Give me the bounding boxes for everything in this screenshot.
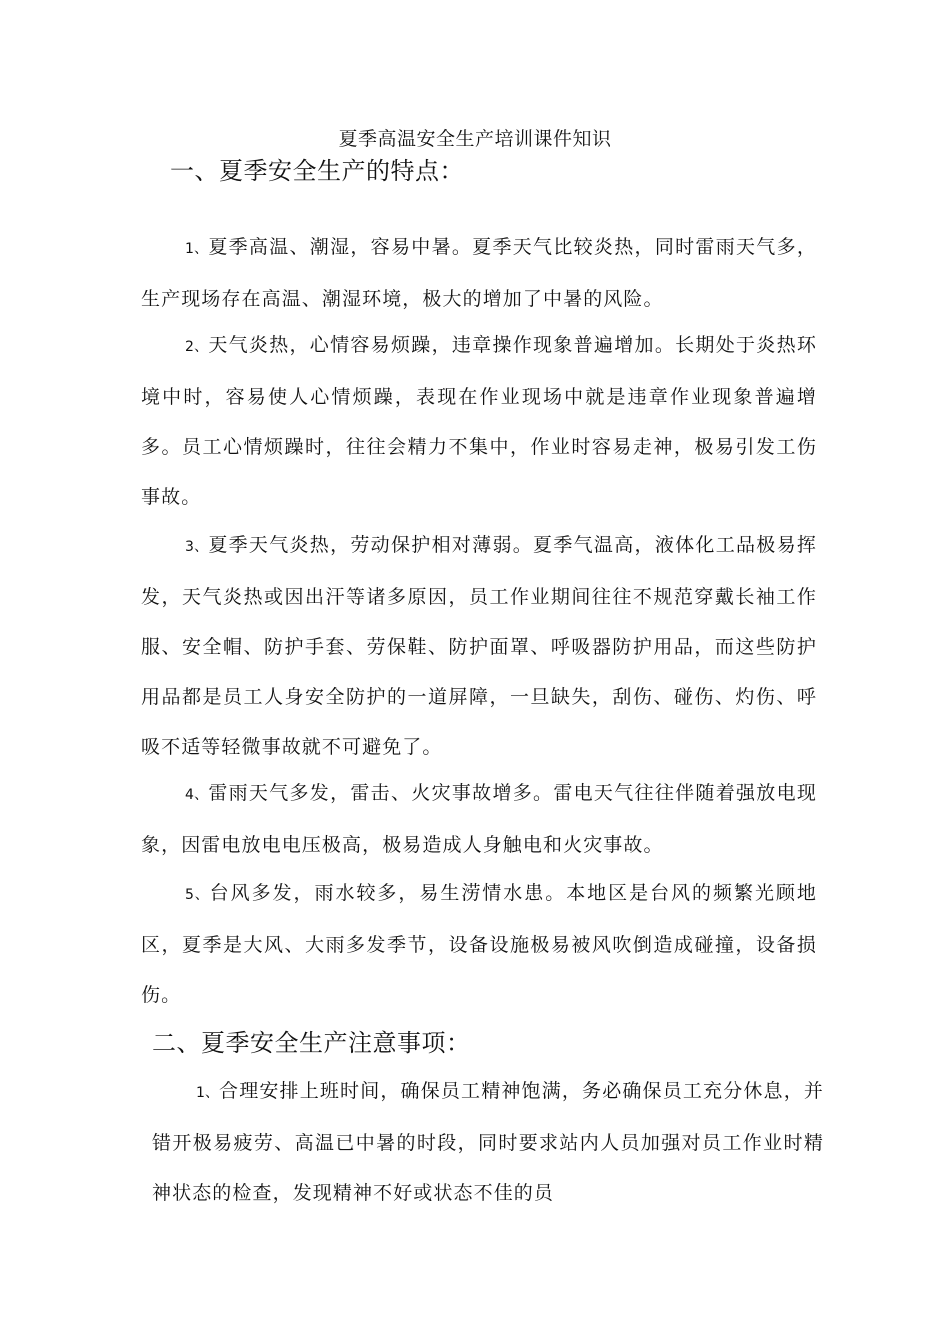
item-number: 5、: [185, 887, 210, 903]
section-1-item-1: [141, 222, 817, 324]
item-number: 1、: [185, 241, 209, 257]
document-title: 夏季高温安全生产培训课件知识: [338, 128, 612, 150]
item-text: 合理安排上班时间，确保员工精神饱满，务必确保员工充分休息，并错开极易疲劳、高温已中暑的时段，同时要求站内人员加强对员工作业时精神状态的检查，发现精神不好或状态不佳的员: [152, 1080, 824, 1204]
section-1-item-4: [141, 768, 817, 870]
item-number: 3、: [185, 539, 209, 555]
section-2-item-1: [152, 1066, 824, 1218]
item-text: 雷雨天气多发，雷击、火灾事故增多。雷电天气往往伴随着强放电现象，因雷电放电电压极高，极易造成人身触电和火灾事故。: [141, 782, 817, 856]
item-number: 1、: [196, 1085, 220, 1101]
item-number: 2、: [185, 339, 209, 355]
section-1-item-2: [141, 320, 817, 522]
item-number: 4、: [185, 787, 209, 803]
item-text: 夏季天气炎热，劳动保护相对薄弱。夏季气温高，液体化工品极易挥发，天气炎热或因出汗等诸多原因，员工作业期间往往不规范穿戴长袖工作服、安全帽、防护手套、劳保鞋、防护面罩、呼吸器防护用品，而这些防护用品都是员工人身安全防护的一道屏障，一旦缺失，刮伤、碰伤、灼伤、呼吸不适等轻微事故就不可避免了。: [141, 534, 817, 758]
item-text: 台风多发，雨水较多，易生涝情水患。本地区是台风的频繁光顾地区，夏季是大风、大雨多发季节，设备设施极易被风吹倒造成碰撞，设备损伤。: [141, 882, 817, 1006]
section-1-item-3: [141, 520, 817, 772]
item-text: 天气炎热，心情容易烦躁，违章操作现象普遍增加。长期处于炎热环境中时，容易使人心情烦躁，表现在作业现场中就是违章作业现象普遍增多。员工心情烦躁时，往往会精力不集中，作业时容易走神，极易引发工伤事故。: [141, 334, 817, 508]
section-2-heading: 二、夏季安全生产注意事项：: [152, 1029, 471, 1057]
item-text: 夏季高温、潮湿，容易中暑。夏季天气比较炎热，同时雷雨天气多，生产现场存在高温、潮湿环境，极大的增加了中暑的风险。: [141, 236, 817, 310]
section-1-heading: 一、夏季安全生产的特点：: [170, 157, 464, 185]
section-1-item-5: [141, 868, 817, 1020]
